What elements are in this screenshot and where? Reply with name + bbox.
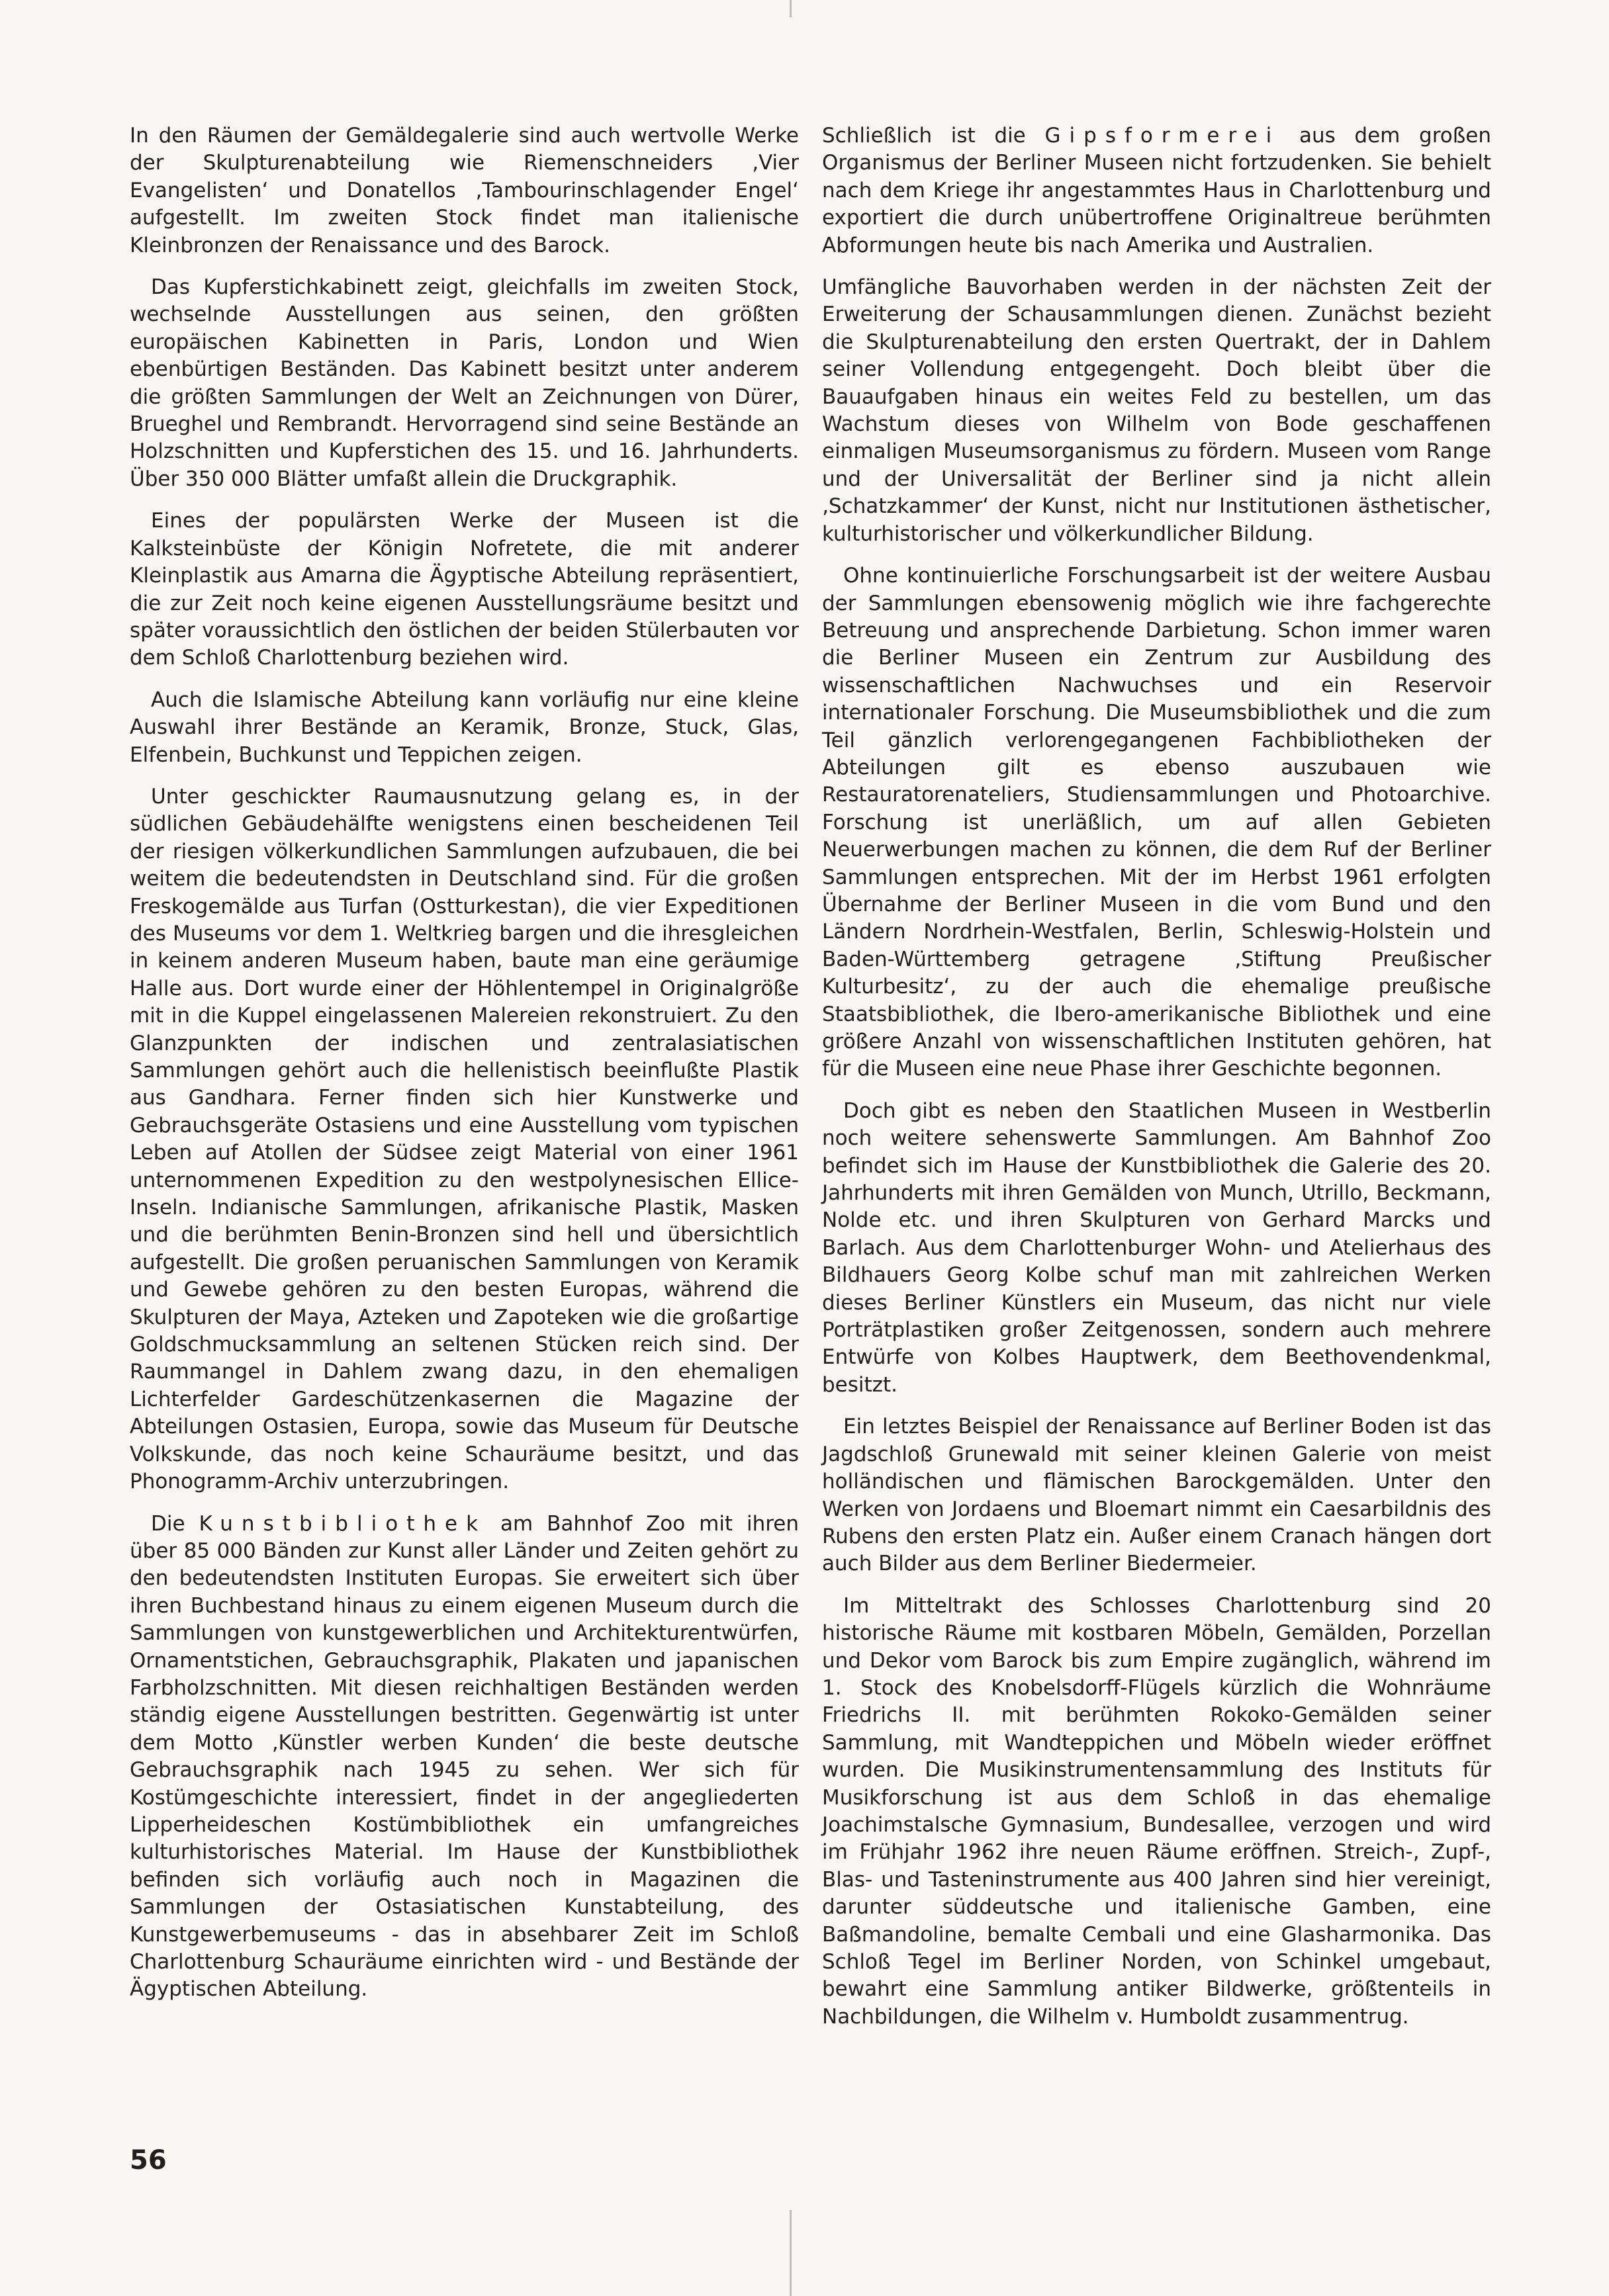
paragraph-bauvorhaben: Umfängliche Bauvorhaben werden in der nächsten Zeit der Erweiterung der Schausammlungen dienen. Zunächst bezieht die Skulpturenabteilung den ersten Quertrakt, der in Dahlem seiner Vollendung entgegengeht. Doch bleibt über die Bauaufgaben hinaus ein weites Feld zu bestellen, um das Wachstum dieses von Wilhelm von Bode geschaffenen einmaligen Museumsorganismus zu fördern. Museen vom Range und der Universalität der Berliner sind ja nicht allein ‚Schatzkammer‘ der Kunst, nicht nur Institutionen ästhetischer, kulturhistorischer und völkerkundlicher Bildung. [822,275,1491,546]
paragraph-gipsformerei-lead: Schließlich ist die [822,124,1026,148]
right-column [822,122,1491,2045]
paragraph-kunstbibliothek [130,1511,799,2004]
fold-mark-bottom [790,2210,792,2296]
paragraph-islamische-abteilung: Auch die Islamische Abteilung kann vorläufig nur eine kleine Auswahl ihrer Bestände an Keramik, Bronze, Stuck, Glas, Elfenbein, Buchkunst und Teppichen zeigen. [130,687,799,767]
left-column [130,122,799,2018]
fold-mark-top [790,0,792,17]
paragraph-schloss-charlottenburg: Im Mitteltrakt des Schlosses Charlottenburg sind 20 historische Räume mit kostbaren Möbeln, Gemälden, Porzellan und Dekor vom Barock bis zum Empire zugänglich, während im 1. Stock des Knobelsdorff-Flügels kürzlich die Wohnräume Friedrichs II. mit berühmten Rokoko-Gemälden seiner Sammlung, mit Wandteppichen und Möbeln wieder eröffnet wurden. Die Musikinstrumentensammlung des Instituts für Musikforschung ist aus dem Schloß in das ehemalige Joachimstalsche Gymnasium, Bundesallee, verzogen und wird im Frühjahr 1962 ihre neuen Räume eröffnen. Streich-, Zupf-, Blas- und Tasteninstrumente aus 400 Jahren sind hier vereinigt, darunter süddeutsche und italienische Gamben, eine Baßmandoline, bemalte Cembali und eine Glasharmonika. Das Schloß Tegel im Berliner Norden, von Schinkel umgebaut, bewahrt eine Sammlung antiker Bildwerke, größtenteils in Nachbildungen, die Wilhelm v. Humboldt zusammentrug. [822,1593,1491,2029]
paragraph-westberlin-sammlungen: Doch gibt es neben den Staatlichen Museen in Westberlin noch weitere sehenswerte Sammlungen. Am Bahnhof Zoo befindet sich im Hause der Kunstbibliothek die Galerie des 20. Jahrhunderts mit ihren Gemälden von Munch, Utrillo, Beckmann, Nolde etc. und ihren Skulpturen von Gerhard Marcks und Barlach. Aus dem Charlottenburger Wohn- und Atelierhaus des Bildhauers Georg Kolbe schuf man mit zahlreichen Werken dieses Berliner Künstlers ein Museum, das nicht nur viele Porträtplastiken großer Zeitgenossen, sondern auch mehrere Entwürfe von Kolbes Hauptwerk, dem Beethovendenkmal, besitzt. [822,1098,1491,1397]
paragraph-gipsformerei [822,122,1491,259]
paragraph-kunstbibliothek-lead: Die [151,1511,185,1536]
paragraph-kupferstichkabinett: Das Kupferstichkabinett zeigt, gleichfalls im zweiten Stock, wechselnde Ausstellungen aus seinen, den größten europäischen Kabinetten in Paris, London und Wien ebenbürtigen Beständen. Das Kabinett besitzt unter anderem die größten Sammlungen der Welt an Zeichnungen von Dürer, Brueghel und Rembrandt. Hervorragend sind seine Bestände an Holzschnitten und Kupferstichen des 15. und 16. Jahrhunderts. Über 350 000 Blätter umfaßt allein die Druckgraphik. [130,275,799,491]
spaced-term-gipsformerei: Gipsformerei [1044,124,1281,148]
paragraph-voelkerkunde: Unter geschickter Raumausnutzung gelang es, in der südlichen Gebäudehälfte wenigstens einen bescheidenen Teil der riesigen völkerkundlichen Sammlungen aufzubauen, die bei weitem die bedeutendsten in Deutschland sind. Für die großen Freskogemälde aus Turfan (Ostturkestan), die vier Expeditionen des Museums vor dem 1. Weltkrieg bargen und die ihresgleichen in keinem anderen Museum haben, baute man eine geräumige Halle aus. Dort wurde einer der Höhlentempel in Originalgröße mit in die Kuppel eingelassenen Malereien rekonstruiert. Zu den Glanzpunkten der indischen und zentralasiatischen Sammlungen gehört auch die hellenistisch beeinflußte Plastik aus Gandhara. Ferner finden sich hier Kunstwerke und Gebrauchsgeräte Ostasiens und eine Ausstellung vom typischen Leben auf Atollen der Südsee zeigt Material von einer 1961 unternommenen Expedition zu den westpolynesischen Ellice-Inseln. Indianische Sammlungen, afrikanische Plastik, Masken und die berühmten Benin-Bronzen sind hell und übersichtlich aufgestellt. Die großen peruanischen Sammlungen von Keramik und Gewebe gehören zu den besten Europas, während die Skulpturen der Maya, Azteken und Zapoteken wie die großartige Goldschmucksammlung an seltenen Stücken reich sind. Der Raummangel in Dahlem zwang dazu, in den ehemaligen Lichterfelder Gardeschützenkasernen die Magazine der Abteilungen Ostasien, Europa, sowie das Museum für Deutsche Volkskunde, das noch keine Schauräume besitzt, und das Phonogramm-Archiv unterzubringen. [130,784,799,1494]
paragraph-jagdschloss-grunewald: Ein letztes Beispiel der Renaissance auf Berliner Boden ist das Jagdschloß Grunewald mit seiner kleinen Galerie von meist holländischen und flämischen Barockgemälden. Unter den Werken von Jordaens und Bloemart nimmt ein Caesarbildnis des Rubens den ersten Platz ein. Außer einem Cranach hängen dort auch Bilder aus dem Berliner Biedermeier. [822,1415,1491,1576]
page-number: 56 [130,2145,167,2176]
paragraph-kunstbibliothek-body: am Bahnhof Zoo mit ihren über 85 000 Bänden zur Kunst aller Länder und Zeiten gehört zu den bedeutendsten Instituten Europas. Sie erweitert sich über ihren Buchbestand hinaus zu einem eigenen Museum durch die Sammlungen von kunstgewerblichen und Architekturentwürfen, Ornamentstichen, Gebrauchsgraphik, Plakaten und japanischen Farbholzschnitten. Mit diesen reichhaltigen Beständen werden ständig eigene Ausstellungen bestritten. Gegenwärtig ist unter dem Motto ‚Künstler werben Kunden‘ die beste deutsche Gebrauchsgraphik nach 1945 zu sehen. Wer sich für Kostümgeschichte interessiert, findet in der angegliederten Lipperheideschen Kostümbibliothek ein umfangreiches kulturhistorisches Material. Im Hause der Kunstbibliothek befinden sich vorläufig auch noch in Magazinen die Sammlungen der Ostasiatischen Kunstabteilung, des Kunstgewerbemuseums - das in absehbarer Zeit im Schloß Charlottenburg Schauräume einrichten wird - und Bestände der Ägyptischen Abteilung. [130,1511,800,2002]
spaced-term-kunstbibliothek: Kunstbibliothek [199,1511,487,1536]
paragraph-gipsformerei-body: aus dem großen Organismus der Berliner Museen nicht fortzudenken. Sie behielt nach dem Kriege ihr angestammtes Haus in Charlottenburg und exportiert die durch unübertroffene Originaltreue berühmten Abformungen heute bis nach Amerika und Australien. [822,124,1492,257]
paragraph-forschung: Ohne kontinuierliche Forschungsarbeit ist der weitere Ausbau der Sammlungen ebensowenig möglich wie ihre fachgerechte Betreuung und ansprechende Darbietung. Schon immer waren die Berliner Museen ein Zentrum zur Ausbildung des wissenschaftlichen Nachwuchses und ein Reservoir internationaler Forschung. Die Museumsbibliothek und die zum Teil gänzlich verlorengegangenen Fachbibliotheken der Abteilungen gilt es ebenso auszubauen wie Restauratorenateliers, Studiensammlungen und Photoarchive. Forschung ist unerläßlich, um auf allen Gebieten Neuerwerbungen machen zu können, die dem Ruf der Berliner Sammlungen entsprechen. Mit der im Herbst 1961 erfolgten Übernahme der Berliner Museen in die vom Bund und den Ländern Nordrhein-Westfalen, Berlin, Schleswig-Holstein und Baden-Württemberg getragene ‚Stiftung Preußischer Kulturbesitz‘, zu der auch die ehemalige preußische Staatsbibliothek, die Ibero-amerikanische Bibliothek und eine größere Anzahl von wissenschaftlichen Instituten gehören, hat für die Museen eine neue Phase ihrer Geschichte begonnen. [822,564,1491,1081]
paragraph-nofretete: Eines der populärsten Werke der Museen ist die Kalksteinbüste der Königin Nofretete, die mit anderer Kleinplastik aus Amarna die Ägyptische Abteilung repräsentiert, die zur Zeit noch keine eigenen Ausstellungsräume besitzt und später voraussichtlich den östlichen der beiden Stülerbauten vor dem Schloß Charlottenburg beziehen wird. [130,509,799,670]
paragraph-gemaeldegalerie: In den Räumen der Gemäldegalerie sind auch wertvolle Werke der Skulpturenabteilung wie Riemenschneiders ‚Vier Evangelisten‘ und Donatellos ‚Tambourinschlagender Engel‘ aufgestellt. Im zweiten Stock findet man italienische Kleinbronzen der Renaissance und des Barock. [130,124,799,257]
